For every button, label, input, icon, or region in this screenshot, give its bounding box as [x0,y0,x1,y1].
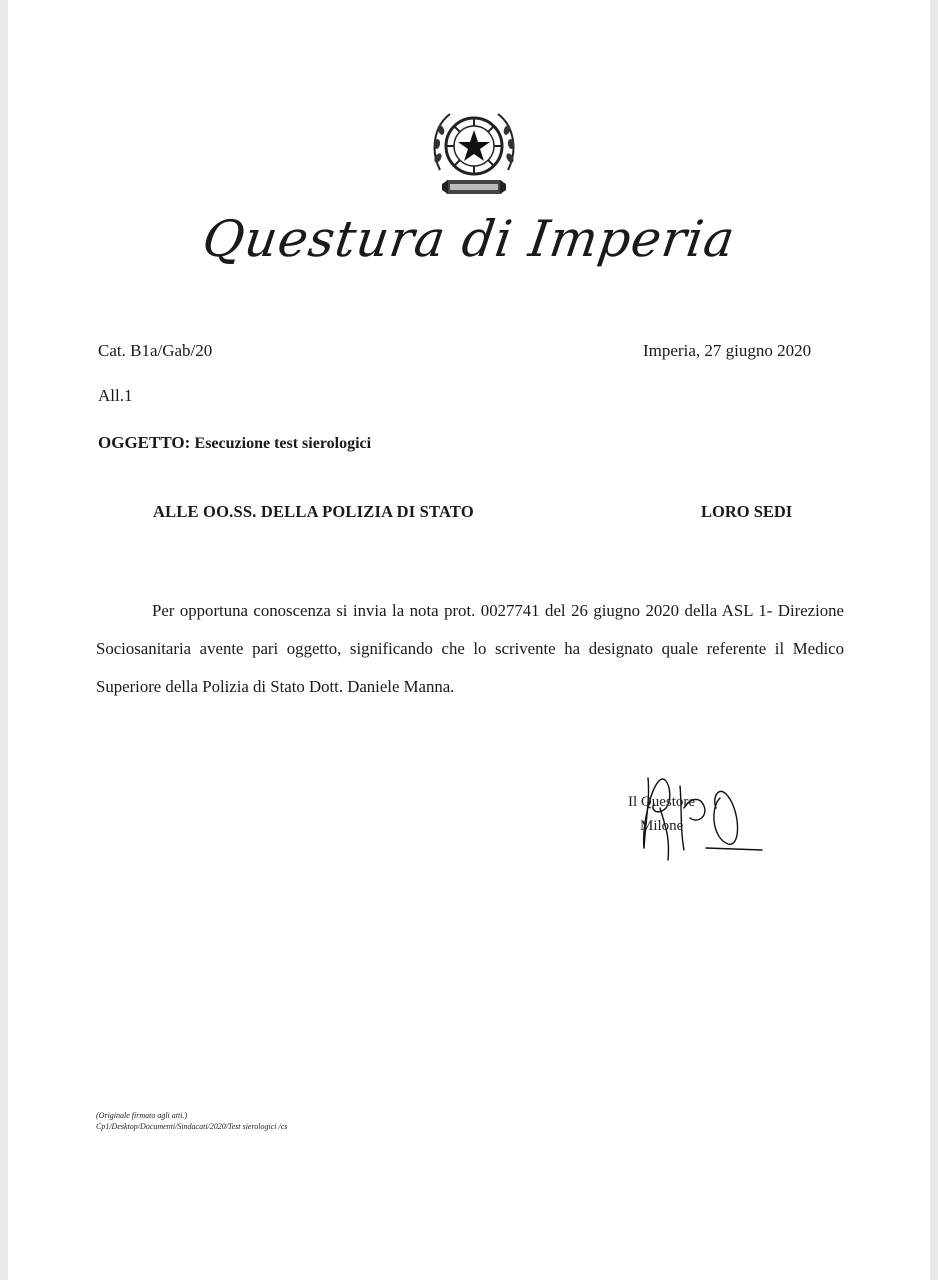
footer-note [96,1110,287,1132]
signatory-role: Il Questore [628,794,696,810]
signatory-name: Milone [640,818,684,834]
place-and-date: Imperia, 27 giugno 2020 [643,341,812,360]
document-page [8,0,930,1280]
original-signed-note: (Originale firmato agli atti.) [96,1111,188,1120]
recipient-name: ALLE OO.SS. DELLA POLIZIA DI STATO [153,502,474,521]
attachments-count: All.1 [98,386,133,405]
subject-line [98,433,371,453]
recipient-location: LORO SEDI [701,502,793,521]
file-path-note: Cp1/Desktop/Documenti/Sindacati/2020/Test sierologici /cs [96,1122,288,1131]
italian-republic-emblem-icon [426,100,522,208]
category-reference: Cat. B1a/Gab/20 [98,341,213,360]
subject-label: OGGETTO: [98,433,191,452]
subject-text: Esecuzione test sierologici [194,435,372,452]
body-paragraph: Per opportuna conoscenza si invia la nota prot. 0027741 del 26 giugno 2020 della ASL 1- Direzione Sociosanitaria avente pari oggetto, significando che lo scrivente ha designato quale referente il Medico Superiore della Polizia di Stato Dott. Daniele Manna. [96,601,844,696]
office-title: Questura di Imperia [199,210,739,268]
